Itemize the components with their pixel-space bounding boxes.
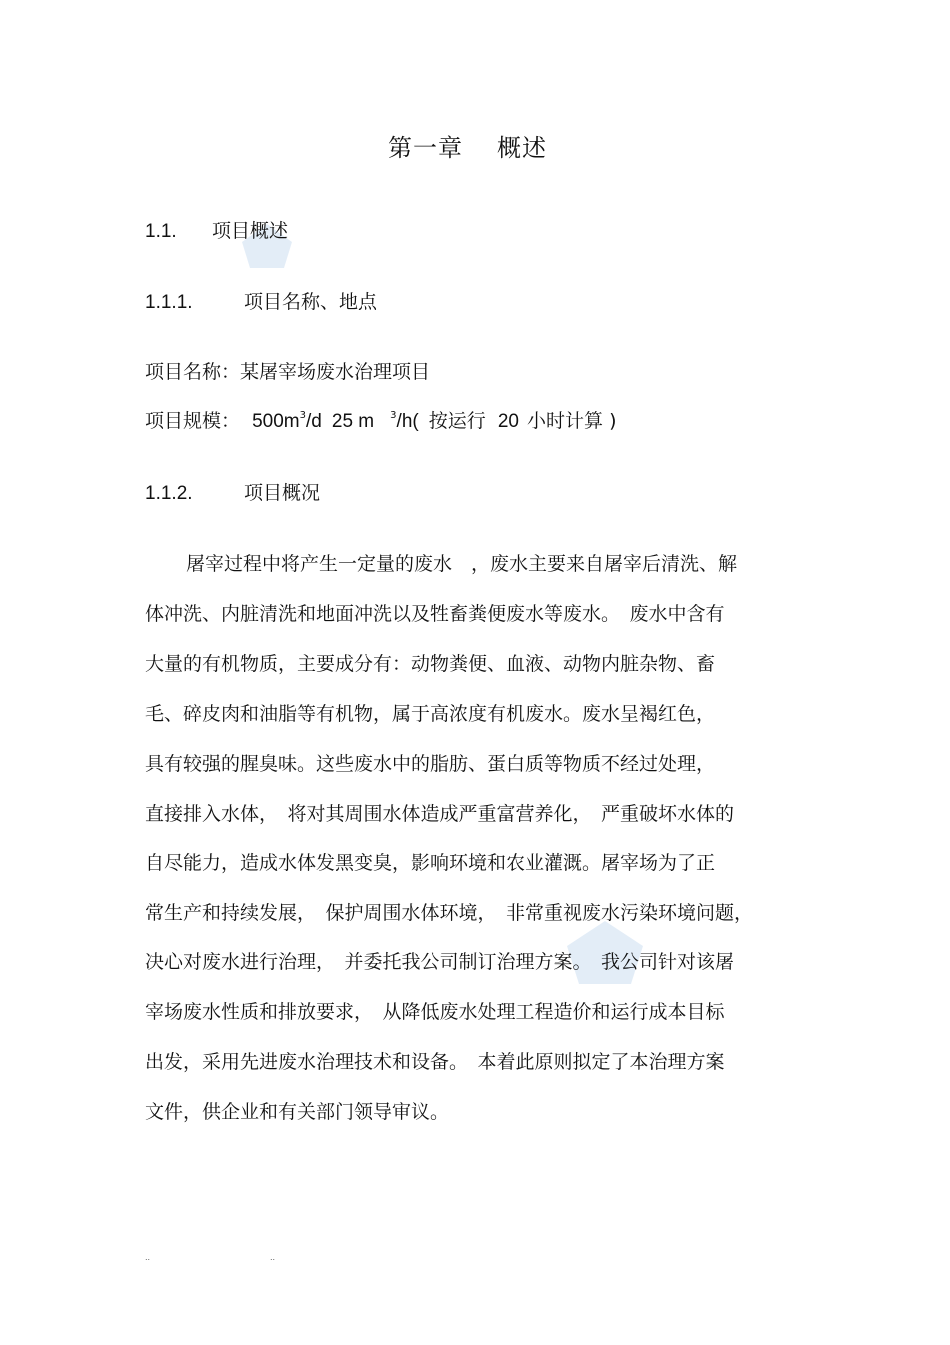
paragraph-line: 毛、碎皮肉和油脂等有机物，属于高浓度有机废水。废水呈褐红色，: [145, 703, 716, 725]
project-scale-line: [145, 406, 616, 433]
footer-left-mark: ..: [145, 1253, 151, 1262]
paragraph-line: 具有较强的腥臭味。这些废水中的脂肪、蛋白质等物质不经过处理，: [145, 753, 716, 775]
paragraph-line: 直接排入水体， 将对其周围水体造成严重富营养化， 严重破坏水体的: [145, 803, 735, 825]
section-title: 项目名称、地点: [244, 291, 378, 313]
scale-unit-1: /d: [305, 411, 322, 432]
project-name-line: 项目名称：某屠宰场废水治理项目: [145, 361, 431, 383]
paragraph-line: 自尽能力，造成水体发黑变臭，影响环境和农业灌溉。屠宰场为了正: [145, 852, 716, 874]
footer-right-mark: ..: [270, 1253, 276, 1262]
scale-note: 按运行: [428, 410, 486, 432]
section-heading-1-1-1: [145, 287, 377, 314]
section-title: 项目概况: [244, 482, 321, 504]
chapter-title: [388, 128, 547, 163]
paragraph-line: 文件，供企业和有关部门领导审议。: [145, 1101, 450, 1123]
scale-unit-2: /h(: [396, 411, 419, 432]
scale-sup-1: 3: [299, 410, 306, 421]
paragraph-line: 宰场废水性质和排放要求， 从降低废水处理工程造价和运行成本目标: [145, 1001, 725, 1023]
scale-note-end: 小时计算 ): [527, 410, 617, 432]
scale-sup-2: 3: [390, 410, 397, 421]
paragraph-line: 决心对废水进行治理， 并委托我公司制订治理方案。 我公司针对该屠: [145, 951, 735, 973]
paragraph-line: 大量的有机物质，主要成分有：动物粪便、血液、动物内脏杂物、畜: [145, 653, 716, 675]
scale-value-2: 25 m: [331, 411, 375, 432]
paragraph-line: 出发，采用先进废水治理技术和设备。 本着此原则拟定了本治理方案: [145, 1051, 725, 1073]
paragraph-line: 常生产和持续发展， 保护周围水体环境， 非常重视废水污染环境问题，: [145, 902, 754, 924]
chapter-number: 第一章: [388, 134, 463, 162]
section-heading-1-1: [145, 216, 288, 243]
paragraph-line: 屠宰过程中将产生一定量的废水 ，废水主要来自屠宰后清洗、解: [186, 553, 738, 575]
scale-hours: 20: [497, 411, 519, 432]
paragraph-line: 体冲洗、内脏清洗和地面冲洗以及牲畜粪便废水等废水。 废水中含有: [145, 603, 725, 625]
section-title: 项目概述: [212, 220, 289, 242]
chapter-name: 概述: [497, 134, 547, 162]
project-scale-label: 项目规模：: [145, 410, 241, 432]
section-heading-1-1-2: [145, 478, 320, 505]
section-number: 1.1.2.: [145, 483, 193, 504]
scale-value-1: 500m: [252, 411, 300, 432]
section-number: 1.1.1.: [145, 292, 193, 313]
section-number: 1.1.: [145, 221, 177, 242]
